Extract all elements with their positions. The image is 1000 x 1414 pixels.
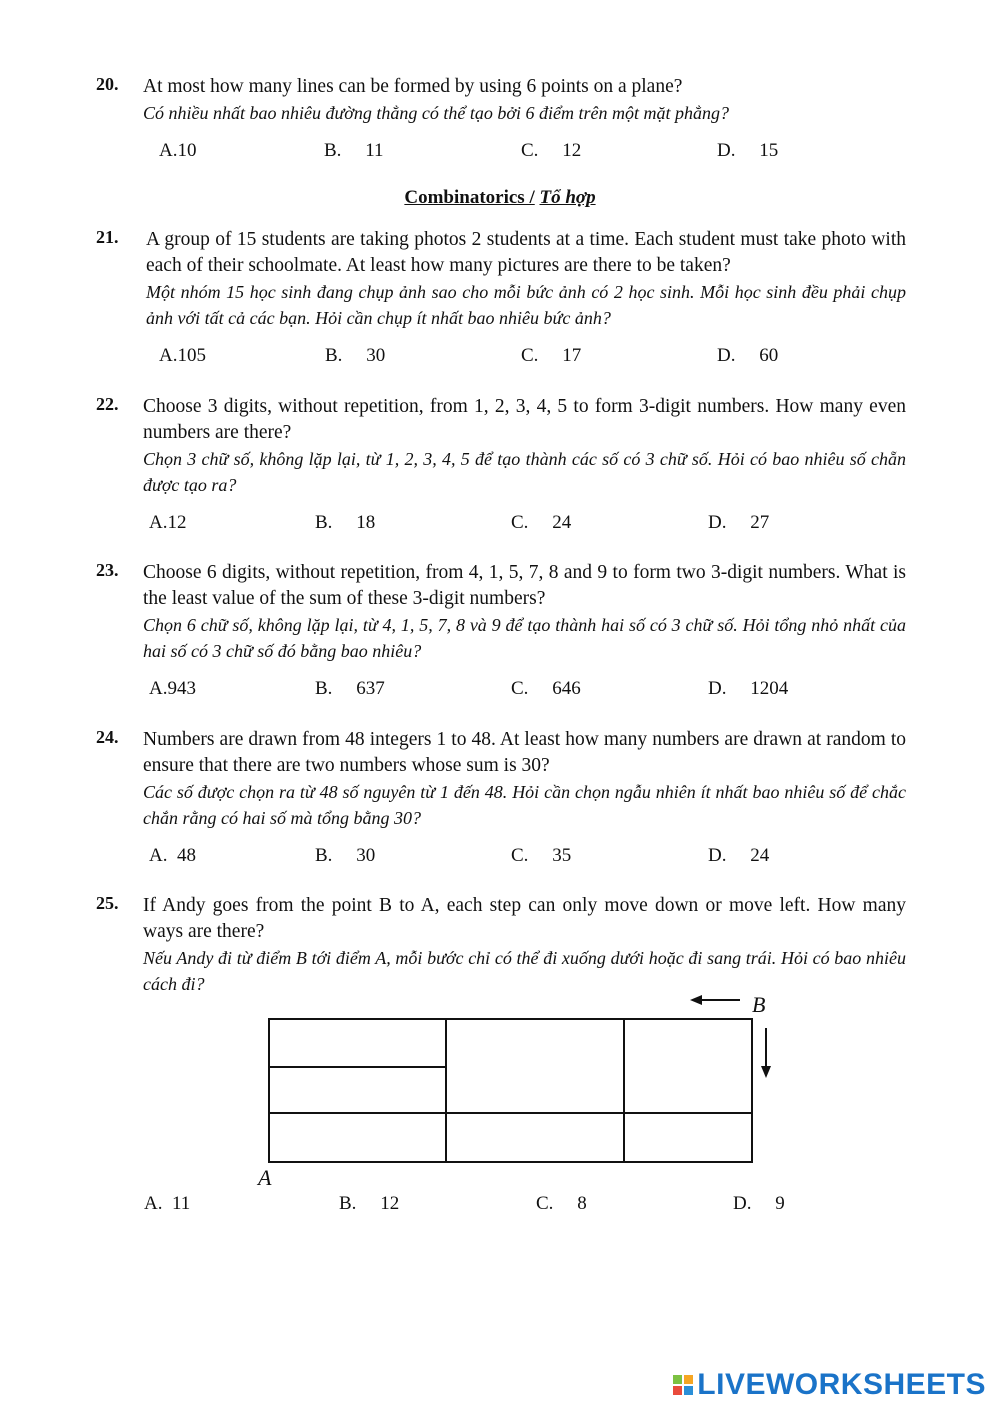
option-letter: B. bbox=[339, 1193, 357, 1214]
option-letter: A. bbox=[149, 512, 168, 533]
option-d[interactable] bbox=[708, 845, 769, 867]
answer-options bbox=[96, 345, 906, 373]
section-title bbox=[0, 187, 1000, 209]
grid-outline bbox=[269, 1019, 752, 1162]
option-c[interactable] bbox=[511, 512, 571, 534]
option-value: 11 bbox=[365, 140, 384, 161]
question-number: 23. bbox=[96, 560, 119, 580]
option-b[interactable] bbox=[315, 678, 385, 700]
option-letter: C. bbox=[511, 512, 529, 533]
option-d[interactable] bbox=[708, 512, 769, 534]
question-text-vi: Các số được chọn ra từ 48 số nguyên từ 1 đến 48. Hỏi cần chọn ngẫu nhiên ít nhất bao nhiêu số để chắc chắn rằng có hai số mà tổng bằng 30? bbox=[143, 782, 906, 828]
option-value: 12 bbox=[562, 140, 582, 161]
option-letter: B. bbox=[315, 678, 333, 699]
section-title-vi: Tổ hợp bbox=[539, 187, 596, 208]
option-letter: B. bbox=[324, 140, 342, 161]
option-letter: A. bbox=[144, 1193, 163, 1214]
question-23 bbox=[96, 560, 906, 706]
option-letter: D. bbox=[733, 1193, 752, 1214]
option-d[interactable] bbox=[733, 1193, 785, 1215]
answer-options bbox=[96, 845, 906, 873]
option-value: 30 bbox=[356, 845, 376, 866]
option-a[interactable] bbox=[159, 140, 196, 162]
option-c[interactable] bbox=[536, 1193, 587, 1215]
answer-options bbox=[96, 140, 906, 168]
option-letter: C. bbox=[511, 845, 529, 866]
question-text-en: Numbers are drawn from 48 integers 1 to 48. At least how many numbers are drawn at random to ensure that there are two numbers whose sum is 30? bbox=[143, 729, 906, 776]
option-c[interactable] bbox=[511, 845, 571, 867]
option-letter: B. bbox=[315, 845, 333, 866]
answer-options bbox=[96, 1193, 906, 1221]
option-letter: B. bbox=[325, 345, 343, 366]
option-b[interactable] bbox=[315, 845, 375, 867]
section-title-en: Combinatorics / bbox=[404, 187, 535, 208]
point-label-b: B bbox=[752, 992, 766, 1017]
question-text-vi: Có nhiều nhất bao nhiêu đường thẳng có thể tạo bởi 6 điểm trên một mặt phẳng? bbox=[143, 103, 729, 123]
option-a[interactable] bbox=[149, 512, 186, 534]
question-text-en: Choose 3 digits, without repetition, from 1, 2, 3, 4, 5 to form 3-digit numbers. How many even numbers are there? bbox=[143, 396, 906, 443]
option-letter: A. bbox=[159, 345, 178, 366]
option-d[interactable] bbox=[717, 345, 778, 367]
option-a[interactable] bbox=[144, 1193, 190, 1215]
option-value: 9 bbox=[775, 1193, 785, 1214]
option-letter: D. bbox=[717, 140, 736, 161]
option-value: 18 bbox=[356, 512, 376, 533]
option-letter: A. bbox=[159, 140, 178, 161]
option-letter: A. bbox=[149, 845, 168, 866]
option-value: 60 bbox=[759, 345, 779, 366]
option-c[interactable] bbox=[521, 140, 581, 162]
option-letter: D. bbox=[708, 845, 727, 866]
option-value: 24 bbox=[552, 512, 572, 533]
option-letter: C. bbox=[536, 1193, 554, 1214]
question-text-en: A group of 15 students are taking photos 2 students at a time. Each student must take photo with each of their schoolmate. At least how many pictures are there to be taken? bbox=[146, 229, 906, 276]
question-25 bbox=[96, 893, 906, 997]
question-20 bbox=[96, 74, 906, 168]
option-letter: A. bbox=[149, 678, 168, 699]
point-label-a: A bbox=[258, 1165, 272, 1190]
option-a[interactable] bbox=[149, 678, 196, 700]
question-text-en: At most how many lines can be formed by using 6 points on a plane? bbox=[143, 76, 683, 97]
option-d[interactable] bbox=[717, 140, 778, 162]
question-21 bbox=[96, 227, 906, 373]
question-text-vi: Nếu Andy đi từ điểm B tới điểm A, mỗi bước chỉ có thể đi xuống dưới hoặc đi sang trái. Hỏi có bao nhiêu cách đi? bbox=[143, 948, 906, 994]
option-a[interactable] bbox=[159, 345, 206, 367]
question-24 bbox=[96, 727, 906, 873]
option-value: 637 bbox=[356, 678, 385, 699]
option-b[interactable] bbox=[315, 512, 375, 534]
option-letter: C. bbox=[521, 345, 539, 366]
logo-tile bbox=[673, 1386, 682, 1395]
question-22 bbox=[96, 394, 906, 540]
logo-tile bbox=[684, 1375, 693, 1384]
question-number: 20. bbox=[96, 74, 119, 94]
question-text-en: If Andy goes from the point B to A, each step can only move down or move left. How many ways are there? bbox=[143, 895, 906, 942]
question-number: 21. bbox=[96, 227, 119, 247]
liveworksheets-logo bbox=[673, 1368, 986, 1402]
option-value: 646 bbox=[552, 678, 581, 699]
option-value: 24 bbox=[750, 845, 770, 866]
option-value: 48 bbox=[176, 845, 196, 866]
option-b[interactable] bbox=[325, 345, 385, 367]
option-value: 17 bbox=[562, 345, 582, 366]
question-25-options bbox=[96, 1179, 906, 1221]
option-value: 10 bbox=[177, 140, 197, 161]
down-arrow-icon bbox=[761, 1028, 771, 1078]
option-b[interactable] bbox=[324, 140, 383, 162]
question-number: 22. bbox=[96, 394, 119, 414]
question-text-en: Choose 6 digits, without repetition, from 4, 1, 5, 7, 8 and 9 to form two 3-digit numbers. What is the least value of the sum of these 3-digit numbers? bbox=[143, 562, 906, 609]
question-text-vi: Chọn 6 chữ số, không lặp lại, từ 4, 1, 5, 7, 8 và 9 để tạo thành hai số có 3 chữ số. Hỏi tổng nhỏ nhất của hai số có 3 chữ số đó bằng bao nhiêu? bbox=[143, 615, 906, 661]
option-a[interactable] bbox=[149, 845, 196, 867]
option-value: 1204 bbox=[750, 678, 789, 699]
option-letter: C. bbox=[521, 140, 539, 161]
path-grid-figure bbox=[250, 990, 790, 1190]
option-b[interactable] bbox=[339, 1193, 399, 1215]
option-d[interactable] bbox=[708, 678, 788, 700]
question-text-vi: Một nhóm 15 học sinh đang chụp ảnh sao cho mỗi bức ảnh có 2 học sinh. Mỗi học sinh đều phải chụp ảnh với tất cả các bạn. Hỏi cần chụp ít nhất bao nhiêu bức ảnh? bbox=[146, 282, 906, 328]
option-value: 8 bbox=[577, 1193, 587, 1214]
option-value: 27 bbox=[750, 512, 770, 533]
option-letter: B. bbox=[315, 512, 333, 533]
logo-tiles-icon bbox=[673, 1375, 693, 1395]
logo-tile bbox=[684, 1386, 693, 1395]
option-value: 15 bbox=[759, 140, 779, 161]
option-value: 943 bbox=[167, 678, 196, 699]
option-c[interactable] bbox=[511, 678, 581, 700]
option-letter: C. bbox=[511, 678, 529, 699]
option-value: 12 bbox=[167, 512, 187, 533]
question-number: 24. bbox=[96, 727, 119, 747]
option-letter: D. bbox=[717, 345, 736, 366]
option-value: 11 bbox=[171, 1193, 191, 1214]
logo-tile bbox=[673, 1375, 682, 1384]
answer-options bbox=[96, 678, 906, 706]
option-value: 35 bbox=[552, 845, 572, 866]
option-value: 105 bbox=[177, 345, 206, 366]
option-value: 12 bbox=[380, 1193, 400, 1214]
option-value: 30 bbox=[366, 345, 386, 366]
option-letter: D. bbox=[708, 512, 727, 533]
path-grid-svg bbox=[250, 990, 790, 1190]
answer-options bbox=[96, 512, 906, 540]
option-c[interactable] bbox=[521, 345, 581, 367]
question-number: 25. bbox=[96, 893, 119, 913]
logo-text: LIVEWORKSHEETS bbox=[697, 1368, 986, 1401]
option-letter: D. bbox=[708, 678, 727, 699]
left-arrow-icon bbox=[690, 995, 740, 1005]
question-text-vi: Chọn 3 chữ số, không lặp lại, từ 1, 2, 3, 4, 5 để tạo thành các số có 3 chữ số. Hỏi có bao nhiêu số chẵn được tạo ra? bbox=[143, 449, 906, 495]
